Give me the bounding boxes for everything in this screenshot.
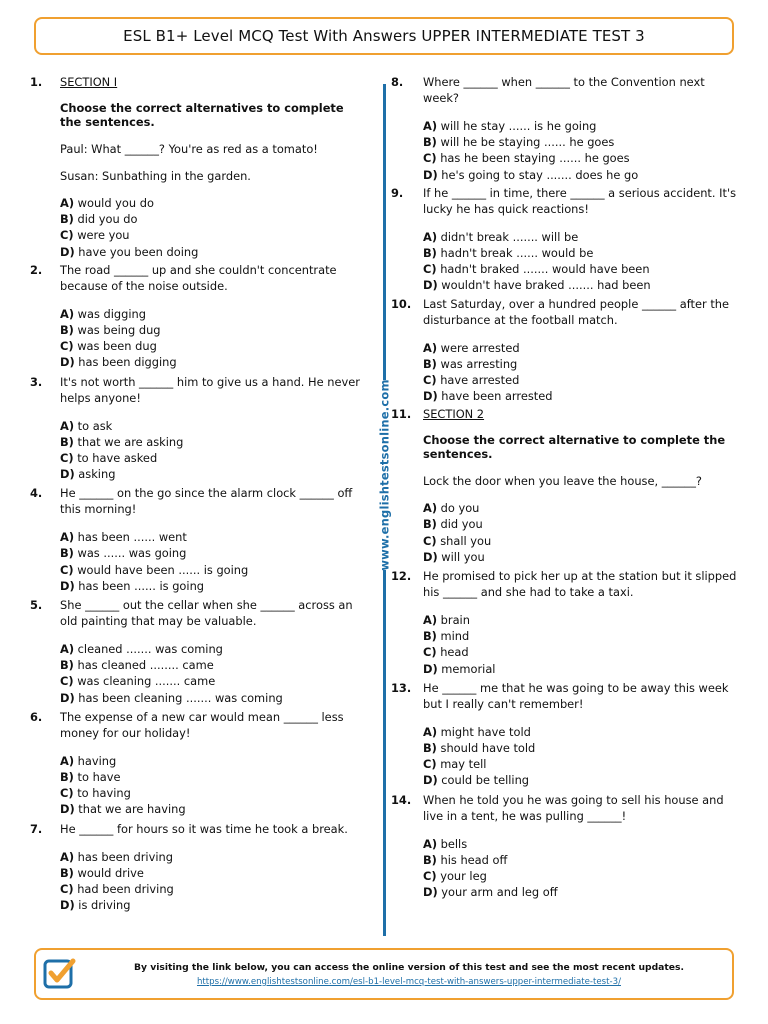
question-1 bbox=[32, 74, 362, 260]
right-column bbox=[391, 74, 740, 900]
answer-option[interactable] bbox=[60, 466, 362, 482]
answer-option[interactable] bbox=[423, 150, 740, 166]
question-number: 5. bbox=[30, 598, 43, 612]
answer-option[interactable] bbox=[60, 354, 362, 370]
option-text: has been ...... is going bbox=[78, 578, 205, 593]
checkbox-icon bbox=[42, 956, 78, 992]
answer-option[interactable] bbox=[423, 549, 740, 565]
option-text: may tell bbox=[440, 757, 487, 772]
option-letter: B) bbox=[423, 356, 437, 371]
question-number: 6. bbox=[30, 709, 43, 724]
option-letter: A) bbox=[60, 530, 75, 545]
question-2 bbox=[32, 262, 362, 371]
option-text: to have bbox=[77, 769, 121, 784]
option-text: would you do bbox=[77, 196, 154, 210]
option-text: brain bbox=[440, 613, 470, 627]
option-letter: D) bbox=[423, 661, 438, 676]
option-letter: D) bbox=[60, 244, 75, 259]
option-letter: B) bbox=[60, 212, 74, 227]
option-text: having bbox=[77, 753, 117, 768]
question-text: The road ______ up and she couldn't concentrate because of the noise outside. bbox=[60, 262, 337, 293]
question-5 bbox=[32, 597, 362, 706]
answer-option[interactable] bbox=[423, 340, 740, 356]
option-letter: A) bbox=[60, 418, 75, 433]
answer-option[interactable] bbox=[423, 372, 740, 388]
question-number: 14. bbox=[391, 792, 412, 807]
option-letter: B) bbox=[60, 769, 74, 784]
option-letter: B) bbox=[60, 322, 74, 337]
left-column bbox=[32, 74, 362, 913]
option-text: he's going to stay ....... does he go bbox=[441, 167, 639, 182]
question-body bbox=[60, 74, 362, 260]
question-body bbox=[60, 374, 362, 483]
option-letter: D) bbox=[60, 898, 75, 913]
question-body bbox=[60, 597, 362, 706]
question-7 bbox=[32, 821, 362, 914]
option-text: to having bbox=[77, 786, 131, 801]
option-text: have arrested bbox=[440, 372, 520, 387]
question-11 bbox=[391, 406, 740, 565]
option-letter: D) bbox=[423, 389, 438, 404]
answer-option[interactable] bbox=[423, 533, 740, 549]
question-text: He ______ on the go since the alarm clock ______ off this morning! bbox=[60, 486, 353, 517]
option-letter: D) bbox=[423, 773, 438, 788]
option-list bbox=[60, 306, 362, 371]
answer-option[interactable] bbox=[60, 450, 362, 466]
answer-option[interactable] bbox=[60, 244, 362, 260]
question-text: If he ______ in time, there ______ a serious accident. It's lucky he has quick reactions! bbox=[423, 185, 737, 216]
option-text: would drive bbox=[77, 865, 144, 880]
option-letter: D) bbox=[60, 578, 75, 593]
option-list bbox=[60, 529, 362, 594]
answer-option[interactable] bbox=[60, 641, 362, 657]
option-letter: A) bbox=[60, 642, 75, 656]
answer-option[interactable] bbox=[60, 418, 362, 434]
option-letter: A) bbox=[423, 613, 438, 627]
option-text: didn't break ....... will be bbox=[440, 229, 579, 244]
answer-option[interactable] bbox=[60, 211, 362, 227]
option-letter: B) bbox=[60, 546, 74, 561]
answer-option[interactable] bbox=[423, 229, 740, 245]
answer-option[interactable] bbox=[60, 849, 362, 865]
answer-option[interactable] bbox=[423, 772, 740, 788]
answer-option[interactable] bbox=[60, 690, 362, 706]
option-letter: D) bbox=[60, 467, 75, 482]
option-text: bells bbox=[440, 836, 468, 851]
question-12 bbox=[391, 568, 740, 677]
option-letter: B) bbox=[423, 852, 437, 867]
prompt-line: Paul: What ______? You're as red as a tomato! bbox=[60, 142, 318, 156]
option-letter: D) bbox=[423, 549, 438, 564]
option-text: might have told bbox=[440, 724, 531, 739]
answer-option[interactable] bbox=[60, 578, 362, 594]
option-letter: C) bbox=[60, 339, 74, 354]
option-text: did you do bbox=[77, 212, 138, 227]
option-letter: C) bbox=[423, 757, 437, 772]
option-list bbox=[423, 724, 740, 789]
answer-option[interactable] bbox=[60, 227, 362, 243]
option-text: asking bbox=[78, 467, 116, 482]
question-9 bbox=[391, 185, 740, 294]
question-text: It's not worth ______ him to give us a hand. He never helps anyone! bbox=[60, 374, 360, 405]
question-number: 12. bbox=[391, 569, 412, 583]
section-instruction: Choose the correct alternatives to complete the sentences. bbox=[60, 101, 344, 129]
question-body bbox=[423, 185, 740, 294]
option-text: that we are having bbox=[78, 802, 186, 817]
option-text: has been ...... went bbox=[77, 530, 187, 545]
answer-option[interactable] bbox=[60, 529, 362, 545]
answer-option[interactable] bbox=[60, 753, 362, 769]
option-text: his head off bbox=[440, 852, 508, 867]
answer-option[interactable] bbox=[60, 306, 362, 322]
footer-link[interactable]: https://www.englishtestsonline.com/esl-b1-level-mcq-test-with-answers-upper-intermediate-test-3/ bbox=[196, 977, 621, 987]
answer-option[interactable] bbox=[423, 167, 740, 183]
option-letter: B) bbox=[423, 245, 437, 260]
answer-option[interactable] bbox=[60, 769, 362, 785]
option-letter: A) bbox=[423, 229, 438, 244]
option-letter: B) bbox=[423, 517, 437, 532]
option-letter: B) bbox=[423, 135, 437, 150]
option-text: will you bbox=[441, 549, 485, 564]
option-text: your arm and leg off bbox=[441, 885, 558, 900]
answer-option[interactable] bbox=[423, 836, 740, 852]
option-letter: B) bbox=[423, 740, 437, 755]
answer-option[interactable] bbox=[423, 884, 740, 900]
question-number: 11. bbox=[391, 407, 412, 422]
option-letter: C) bbox=[423, 645, 437, 660]
option-text: wouldn't have braked ....... had been bbox=[441, 278, 651, 293]
question-body bbox=[423, 568, 740, 677]
option-text: will he stay ...... is he going bbox=[440, 119, 597, 133]
option-letter: A) bbox=[60, 306, 75, 321]
question-text: She ______ out the cellar when she ______ across an old painting that may be valuable. bbox=[60, 598, 353, 628]
answer-option[interactable] bbox=[423, 740, 740, 756]
option-letter: A) bbox=[60, 196, 75, 210]
answer-option[interactable] bbox=[423, 661, 740, 677]
answer-option[interactable] bbox=[60, 881, 362, 897]
answer-option[interactable] bbox=[423, 628, 740, 644]
question-text: Last Saturday, over a hundred people ______ after the disturbance at the football match. bbox=[423, 296, 730, 327]
option-list bbox=[423, 118, 740, 183]
option-letter: D) bbox=[423, 167, 438, 182]
answer-option[interactable] bbox=[423, 756, 740, 772]
option-list bbox=[60, 641, 362, 706]
question-14 bbox=[391, 792, 740, 901]
question-number: 3. bbox=[30, 374, 43, 389]
section-instruction: Choose the correct alternative to complete the sentences. bbox=[423, 433, 726, 462]
option-letter: C) bbox=[60, 562, 74, 577]
option-list bbox=[423, 836, 740, 901]
option-letter: D) bbox=[60, 690, 75, 705]
question-number: 9. bbox=[391, 185, 404, 200]
option-text: have you been doing bbox=[78, 244, 199, 259]
option-letter: C) bbox=[60, 786, 74, 801]
answer-option[interactable] bbox=[423, 500, 740, 516]
question-10 bbox=[391, 296, 740, 405]
option-letter: B) bbox=[60, 434, 74, 449]
option-text: memorial bbox=[441, 661, 496, 676]
question-body bbox=[423, 680, 740, 789]
question-body bbox=[60, 262, 362, 371]
option-text: hadn't break ...... would be bbox=[440, 245, 594, 260]
option-letter: D) bbox=[60, 355, 75, 370]
option-list bbox=[60, 849, 362, 914]
answer-option[interactable] bbox=[60, 673, 362, 689]
answer-option[interactable] bbox=[423, 644, 740, 660]
question-body bbox=[423, 296, 740, 405]
answer-option[interactable] bbox=[423, 516, 740, 532]
question-body bbox=[60, 821, 362, 914]
section-heading: SECTION 2 bbox=[423, 407, 485, 422]
option-list bbox=[423, 229, 740, 294]
option-text: cleaned ....... was coming bbox=[77, 642, 223, 656]
option-text: was cleaning ....... came bbox=[77, 674, 216, 689]
option-letter: D) bbox=[60, 802, 75, 817]
option-text: hadn't braked ....... would have been bbox=[440, 262, 650, 277]
question-text: The expense of a new car would mean ______ less money for our holiday! bbox=[60, 709, 344, 740]
option-text: mind bbox=[440, 629, 470, 644]
answer-option[interactable] bbox=[60, 322, 362, 338]
answer-option[interactable] bbox=[60, 801, 362, 817]
option-letter: C) bbox=[60, 450, 74, 465]
question-number: 4. bbox=[30, 486, 43, 501]
question-8 bbox=[391, 74, 740, 183]
option-list bbox=[60, 753, 362, 818]
option-text: has been digging bbox=[78, 355, 177, 370]
question-6 bbox=[32, 709, 362, 818]
option-letter: C) bbox=[423, 533, 437, 548]
option-letter: A) bbox=[423, 724, 438, 739]
option-letter: C) bbox=[60, 881, 74, 896]
option-letter: C) bbox=[60, 228, 74, 243]
question-number: 8. bbox=[391, 75, 404, 89]
answer-option[interactable] bbox=[60, 865, 362, 881]
prompt-line: Susan: Sunbathing in the garden. bbox=[60, 169, 251, 183]
option-letter: A) bbox=[423, 501, 438, 516]
option-letter: C) bbox=[423, 151, 437, 166]
question-body bbox=[423, 792, 740, 901]
option-text: was ...... was going bbox=[77, 546, 187, 561]
option-letter: C) bbox=[60, 674, 74, 689]
option-text: were arrested bbox=[440, 340, 520, 355]
answer-option[interactable] bbox=[423, 277, 740, 293]
answer-option[interactable] bbox=[423, 612, 740, 628]
option-list bbox=[423, 500, 740, 565]
option-letter: C) bbox=[423, 372, 437, 387]
question-number: 7. bbox=[30, 821, 43, 836]
side-website-link-text: www.englishtestsonline.com bbox=[378, 379, 393, 571]
option-text: was digging bbox=[77, 306, 146, 321]
option-letter: A) bbox=[423, 119, 438, 133]
option-list bbox=[423, 340, 740, 405]
option-text: is driving bbox=[78, 898, 131, 913]
option-letter: A) bbox=[423, 836, 438, 851]
option-letter: A) bbox=[423, 340, 438, 355]
page-title: ESL B1+ Level MCQ Test With Answers UPPER INTERMEDIATE TEST 3 bbox=[34, 17, 734, 55]
answer-option[interactable] bbox=[423, 118, 740, 134]
option-text: should have told bbox=[440, 740, 536, 755]
answer-option[interactable] bbox=[423, 852, 740, 868]
option-letter: B) bbox=[423, 629, 437, 644]
option-text: that we are asking bbox=[77, 434, 184, 449]
question-text: Where ______ when ______ to the Convention next week? bbox=[423, 75, 705, 105]
answer-option[interactable] bbox=[423, 356, 740, 372]
option-letter: D) bbox=[423, 278, 438, 293]
option-letter: A) bbox=[60, 849, 75, 864]
question-text: He ______ me that he was going to be away this week but I really can't remember! bbox=[423, 680, 729, 711]
option-letter: B) bbox=[60, 658, 74, 673]
option-letter: D) bbox=[423, 885, 438, 900]
footer-box bbox=[34, 948, 734, 1000]
option-text: has cleaned ........ came bbox=[77, 658, 214, 673]
question-text: When he told you he was going to sell his house and live in a tent, he was pulling ______! bbox=[423, 792, 724, 823]
answer-option[interactable] bbox=[423, 724, 740, 740]
option-text: will he be staying ...... he goes bbox=[440, 135, 615, 150]
option-text: had been driving bbox=[77, 881, 174, 896]
option-text: has been cleaning ....... was coming bbox=[78, 690, 283, 705]
option-text: has he been staying ...... he goes bbox=[440, 151, 630, 166]
answer-option[interactable] bbox=[60, 562, 362, 578]
section-heading: SECTION I bbox=[60, 75, 118, 89]
option-text: head bbox=[440, 645, 469, 660]
answer-option[interactable] bbox=[60, 657, 362, 673]
question-13 bbox=[391, 680, 740, 789]
answer-option[interactable] bbox=[60, 897, 362, 913]
answer-option[interactable] bbox=[60, 785, 362, 801]
option-text: was being dug bbox=[77, 322, 161, 337]
question-body bbox=[60, 485, 362, 594]
option-text: would have been ...... is going bbox=[77, 562, 249, 577]
question-number: 1. bbox=[30, 75, 43, 89]
option-list bbox=[60, 418, 362, 483]
option-letter: A) bbox=[60, 753, 75, 768]
option-text: your leg bbox=[440, 868, 487, 883]
option-text: do you bbox=[440, 501, 480, 516]
option-text: was arresting bbox=[440, 356, 518, 371]
question-number: 10. bbox=[391, 296, 412, 311]
answer-option[interactable] bbox=[423, 868, 740, 884]
option-text: to have asked bbox=[77, 450, 158, 465]
option-letter: C) bbox=[423, 262, 437, 277]
question-4 bbox=[32, 485, 362, 594]
answer-option[interactable] bbox=[423, 261, 740, 277]
question-text: He promised to pick her up at the station but it slipped his ______ and she had to take a taxi. bbox=[423, 569, 737, 599]
answer-option[interactable] bbox=[60, 338, 362, 354]
question-body bbox=[60, 709, 362, 818]
answer-option[interactable] bbox=[60, 195, 362, 211]
option-text: has been driving bbox=[77, 849, 173, 864]
option-text: did you bbox=[440, 517, 483, 532]
answer-option[interactable] bbox=[423, 134, 740, 150]
question-body bbox=[423, 74, 740, 183]
option-text: could be telling bbox=[441, 773, 530, 788]
option-letter: C) bbox=[423, 868, 437, 883]
option-list bbox=[60, 195, 362, 260]
question-number: 13. bbox=[391, 680, 412, 695]
option-text: to ask bbox=[77, 418, 113, 433]
question-text: He ______ for hours so it was time he took a break. bbox=[60, 821, 348, 836]
question-number: 2. bbox=[30, 262, 43, 277]
answer-option[interactable] bbox=[423, 245, 740, 261]
prompt-line: Lock the door when you leave the house, ______? bbox=[423, 474, 702, 489]
footer-text: By visiting the link below, you can access the online version of this test and see the most recent updates. bbox=[134, 962, 684, 973]
question-3 bbox=[32, 374, 362, 483]
option-text: have been arrested bbox=[441, 389, 553, 404]
answer-option[interactable] bbox=[60, 545, 362, 561]
option-list bbox=[423, 612, 740, 677]
option-text: shall you bbox=[440, 533, 492, 548]
option-text: were you bbox=[77, 228, 130, 243]
question-body bbox=[423, 406, 740, 565]
option-letter: B) bbox=[60, 865, 74, 880]
answer-option[interactable] bbox=[423, 388, 740, 404]
answer-option[interactable] bbox=[60, 434, 362, 450]
option-text: was been dug bbox=[77, 339, 157, 354]
